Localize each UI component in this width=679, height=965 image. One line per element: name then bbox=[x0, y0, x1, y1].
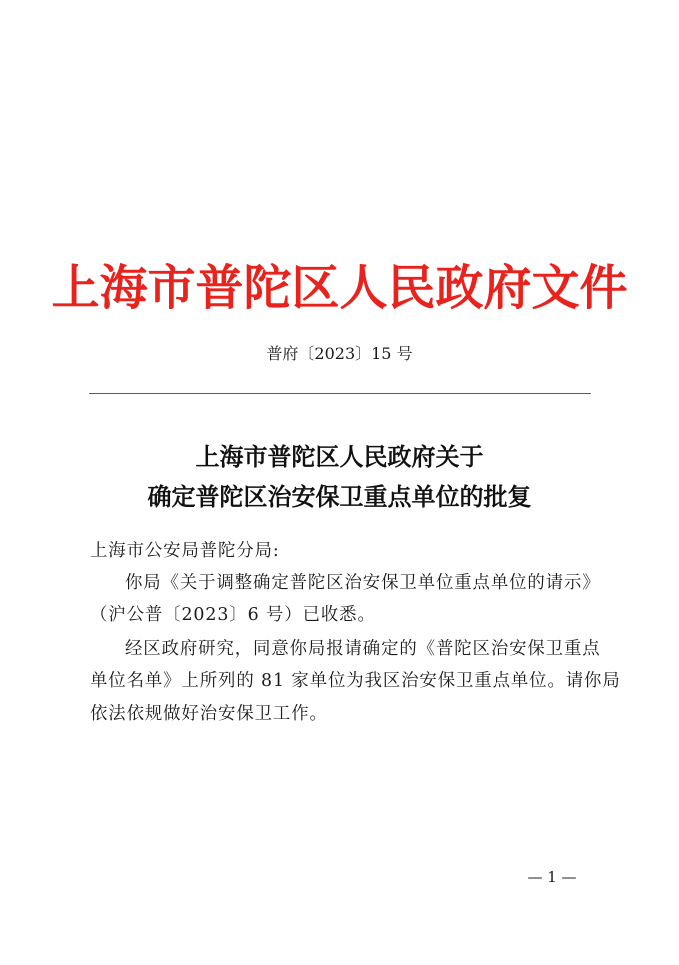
paragraph-1-line-2: （沪公普〔2023〕6 号）已收悉。 bbox=[90, 605, 376, 625]
paragraph-2-line-2: 单位名单》上所列的 81 家单位为我区治安保卫重点单位。请你局 bbox=[90, 671, 621, 691]
paragraph-2-line-1: 经区政府研究，同意你局报请确定的《普陀区治安保卫重点 bbox=[125, 639, 601, 659]
page-number: — 1 — bbox=[527, 868, 577, 886]
document-title-line-2: 确定普陀区治安保卫重点单位的批复 bbox=[147, 482, 532, 511]
red-divider-line bbox=[89, 393, 591, 394]
salutation: 上海市公安局普陀分局: bbox=[90, 541, 280, 561]
paragraph-1-line-1: 你局《关于调整确定普陀区治安保卫单位重点单位的请示》 bbox=[125, 573, 601, 593]
document-title-line-1: 上海市普陀区人民政府关于 bbox=[195, 442, 484, 471]
paragraph-2-line-3: 依法依规做好治安保卫工作。 bbox=[90, 704, 328, 724]
issuer-header: 上海市普陀区人民政府文件 bbox=[51, 260, 628, 316]
document-number: 普府〔2023〕15 号 bbox=[266, 344, 413, 363]
